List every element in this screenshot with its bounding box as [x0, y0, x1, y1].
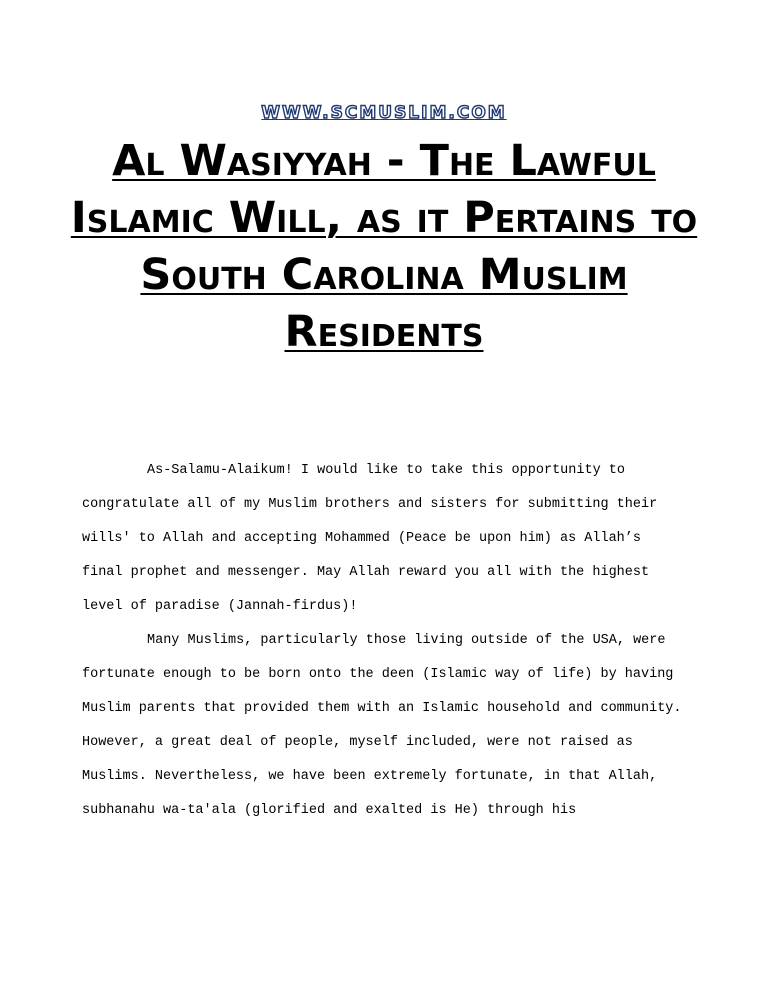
document-body [82, 454, 682, 828]
document-title: Al Wasiyyah - The Lawful Islamic Will, as it Pertains to South Carolina Muslim Residents [70, 136, 698, 357]
body-paragraph: Many Muslims, particularly those living outside of the USA, were fortunate enough to be born onto the deen (Islamic way of life) by having Muslim parents that provided them with an Islamic household and community. However, a great deal of people, myself included, were not raised as Muslims. Nevertheless, we have been extremely fortunate, in that Allah, subhanahu wa-ta'ala (glorified and exalted is He) through his [82, 633, 682, 818]
body-paragraph: As-Salamu-Alaikum! I would like to take this opportunity to congratulate all of my Muslim brothers and sisters for submitting their wills' to Allah and accepting Mohammed (Peace be upon him) as Allah’s final prophet and messenger. May Allah reward you all with the highest level of paradise (Jannah-firdus)! [82, 463, 658, 614]
site-url-header: WWW.SCMUSLIM.COM [261, 103, 507, 123]
